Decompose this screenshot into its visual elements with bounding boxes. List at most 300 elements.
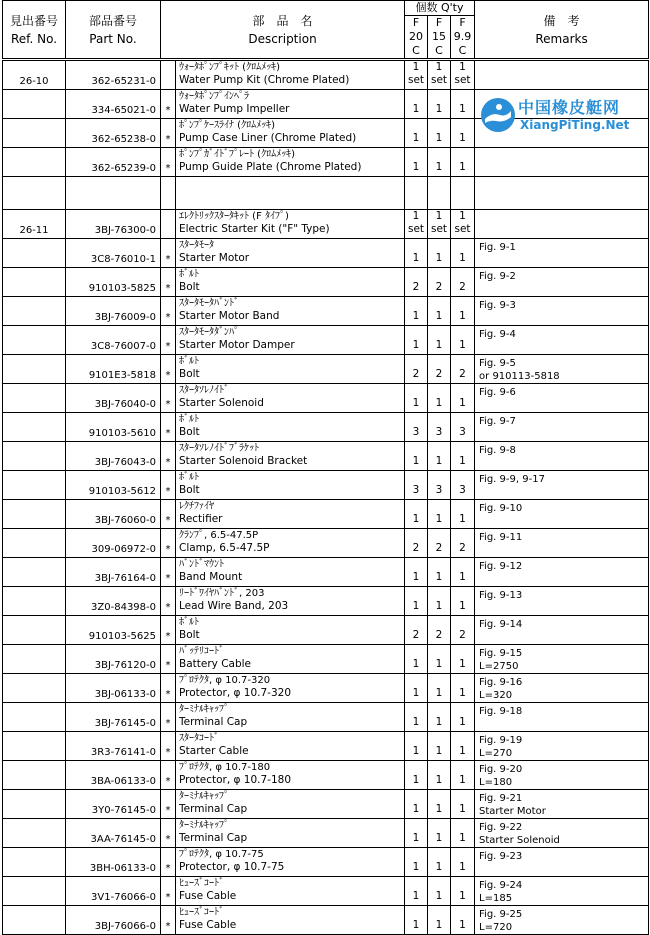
- description-jp: ｸﾗﾝﾌﾟ, 6.5-47.5P: [179, 530, 259, 541]
- table-row: [3, 148, 649, 177]
- qty-cell: 2: [451, 268, 475, 297]
- description-cell: [176, 819, 405, 848]
- qty-cell: 1 set: [451, 60, 475, 90]
- qty-cell: 1 set: [405, 210, 428, 239]
- part-no-cell: 910103-5612: [66, 471, 161, 500]
- remarks-cell: Fig. 9-6: [475, 384, 649, 413]
- qty-cell: 1: [405, 148, 428, 177]
- description-en: Protector, φ 10.7-180: [179, 774, 292, 786]
- table-row: [3, 326, 649, 355]
- ref-no-cell: [3, 239, 66, 268]
- ref-no-cell: [3, 471, 66, 500]
- part-no-cell: 3BH-06133-0: [66, 848, 161, 877]
- table-row: [3, 177, 649, 210]
- qty-cell: 1: [428, 703, 451, 732]
- supply-mark: *: [161, 148, 176, 177]
- table-row: [3, 790, 649, 819]
- description-cell: [176, 119, 405, 148]
- description-cell: [176, 297, 405, 326]
- ref-no-cell: [3, 616, 66, 645]
- remarks-cell: Fig. 9-15 L=2750: [475, 645, 649, 674]
- part-no-cell: 3R3-76141-0: [66, 732, 161, 761]
- part-no-cell: 3Y0-76145-0: [66, 790, 161, 819]
- description-header: 部 品 名 Description: [161, 1, 405, 60]
- description-en: Bolt: [179, 426, 200, 438]
- supply-mark: *: [161, 471, 176, 500]
- supply-mark: *: [161, 500, 176, 529]
- qty-cell: 1: [405, 761, 428, 790]
- description-cell: [176, 148, 405, 177]
- description-cell: [176, 732, 405, 761]
- description-cell: [176, 471, 405, 500]
- supply-mark: *: [161, 297, 176, 326]
- ref-no-cell: [3, 819, 66, 848]
- description-en: Bolt: [179, 368, 200, 380]
- qty-cell: 1: [405, 877, 428, 906]
- qty-cell: 1 set: [428, 60, 451, 90]
- description-cell: [176, 60, 405, 90]
- qty-cell: 1: [428, 442, 451, 471]
- qty-cell: 1: [428, 90, 451, 119]
- qty-cell: 1: [405, 119, 428, 148]
- supply-mark: *: [161, 558, 176, 587]
- qty-cell: 1: [451, 732, 475, 761]
- remarks-cell: Fig. 9-18: [475, 703, 649, 732]
- qty-cell: 1: [405, 384, 428, 413]
- qty-cell: 1: [405, 906, 428, 935]
- qty-cell: 1: [451, 500, 475, 529]
- qty-cell: 1: [451, 90, 475, 119]
- ref-no-cell: [3, 148, 66, 177]
- ref-no-cell: [3, 761, 66, 790]
- qty-cell: 1: [428, 239, 451, 268]
- part-no-cell: 3BJ-06133-0: [66, 674, 161, 703]
- parts-table: [2, 0, 649, 935]
- qty-cell: 2: [405, 355, 428, 384]
- description-cell: [176, 442, 405, 471]
- supply-mark: *: [161, 674, 176, 703]
- qty-cell: 2: [405, 268, 428, 297]
- ref-no-cell: [3, 529, 66, 558]
- description-cell: [176, 848, 405, 877]
- ref-no-cell: [3, 90, 66, 119]
- qty-cell: 1: [405, 819, 428, 848]
- ref-no-cell: [3, 587, 66, 616]
- ref-no-cell: [3, 442, 66, 471]
- part-no-cell: 3AA-76145-0: [66, 819, 161, 848]
- description-en: Starter Solenoid Bracket: [179, 455, 308, 467]
- description-jp: ﾀｰﾐﾅﾙｷｬｯﾌﾟ: [179, 704, 229, 715]
- part-no-cell: 3BJ-76060-0: [66, 500, 161, 529]
- table-row: [3, 877, 649, 906]
- description-en: Pump Case Liner (Chrome Plated): [179, 132, 357, 144]
- part-no-cell: 362-65239-0: [66, 148, 161, 177]
- part-no-cell: 9101E3-5818: [66, 355, 161, 384]
- remarks-cell: Fig. 9-8: [475, 442, 649, 471]
- description-en: Terminal Cap: [179, 832, 248, 844]
- jetski-icon: [478, 95, 518, 135]
- ref-no-cell: [3, 297, 66, 326]
- qty-cell: 1: [428, 500, 451, 529]
- qty-cell: 1: [451, 442, 475, 471]
- ref-no-cell: [3, 355, 66, 384]
- description-en: Starter Solenoid: [179, 397, 264, 409]
- description-cell: [176, 645, 405, 674]
- description-en: Starter Motor Band: [179, 310, 280, 322]
- qty-cell: 1: [405, 674, 428, 703]
- description-en: Starter Motor: [179, 252, 250, 264]
- table-row: [3, 500, 649, 529]
- description-jp: ﾘｰﾄﾞﾜｲﾔﾊﾞﾝﾄﾞ, 203: [179, 588, 265, 599]
- description-cell: [176, 500, 405, 529]
- qty-cell: 1: [428, 587, 451, 616]
- remarks-cell: Fig. 9-21 Starter Motor: [475, 790, 649, 819]
- table-row: [3, 297, 649, 326]
- description-cell: [176, 177, 405, 210]
- ref-no-cell: [3, 177, 66, 210]
- qty-cell: 1: [428, 819, 451, 848]
- qty-cell: 1: [451, 645, 475, 674]
- description-jp: ﾊﾞｯﾃﾘｺｰﾄﾞ: [179, 646, 224, 657]
- qty-cell: 1: [451, 674, 475, 703]
- description-jp: ｽﾀｰﾀﾓｰﾀﾀﾞﾝﾊﾟ: [179, 327, 239, 338]
- description-cell: [176, 790, 405, 819]
- supply-mark: *: [161, 645, 176, 674]
- part-no-cell: 362-65238-0: [66, 119, 161, 148]
- description-jp: ﾋｭｰｽﾞｺｰﾄﾞ: [179, 878, 224, 889]
- description-cell: [176, 703, 405, 732]
- qty-header: 個数 Q'ty: [405, 1, 475, 16]
- supply-mark: *: [161, 587, 176, 616]
- qty-cell: 1: [451, 703, 475, 732]
- remarks-cell: Fig. 9-2: [475, 268, 649, 297]
- description-cell: [176, 268, 405, 297]
- description-en: Clamp, 6.5-47.5P: [179, 542, 270, 554]
- description-en: Band Mount: [179, 571, 243, 583]
- description-jp: ﾀｰﾐﾅﾙｷｬｯﾌﾟ: [179, 791, 229, 802]
- description-jp: ﾚｸﾁﾌｧｲﾔ: [179, 501, 214, 512]
- ref-no-cell: [3, 326, 66, 355]
- qty-cell: 3: [451, 413, 475, 442]
- qty-cell: 1: [405, 326, 428, 355]
- part-no-cell: 3BA-06133-0: [66, 761, 161, 790]
- qty-cell: 1: [405, 558, 428, 587]
- remarks-cell: Fig. 9-22 Starter Solenoid: [475, 819, 649, 848]
- remarks-cell: Fig. 9-19 L=270: [475, 732, 649, 761]
- supply-mark: [161, 177, 176, 210]
- qty-cell: 1: [428, 848, 451, 877]
- qty-cell: 1: [451, 848, 475, 877]
- description-jp: ﾎﾟﾝﾌﾟｶﾞｲﾄﾞﾌﾟﾚｰﾄ (ｸﾛﾑﾒｯｷ): [179, 149, 295, 160]
- qty-cell: 1 set: [451, 210, 475, 239]
- remarks-cell: Fig. 9-3: [475, 297, 649, 326]
- qty-cell: 1: [405, 500, 428, 529]
- table-row: [3, 587, 649, 616]
- qty-cell: 1: [451, 877, 475, 906]
- description-en: Fuse Cable: [179, 890, 237, 902]
- watermark-cn-text: 中国橡皮艇网: [518, 98, 621, 117]
- supply-mark: *: [161, 326, 176, 355]
- qty-cell: 2: [428, 616, 451, 645]
- table-row: [3, 732, 649, 761]
- ref-no-cell: [3, 558, 66, 587]
- qty-cell: 1: [405, 90, 428, 119]
- table-row: [3, 645, 649, 674]
- table-row: [3, 413, 649, 442]
- remarks-cell: [475, 60, 649, 90]
- part-no-cell: 309-06972-0: [66, 529, 161, 558]
- description-en: Battery Cable: [179, 658, 252, 670]
- part-no-cell: [66, 177, 161, 210]
- table-row: [3, 60, 649, 90]
- model-f99c-header: F 9.9 C: [451, 16, 475, 60]
- qty-cell: [428, 177, 451, 210]
- qty-cell: 1: [451, 384, 475, 413]
- supply-mark: *: [161, 413, 176, 442]
- description-jp: ﾌﾟﾛﾃｸﾀ, φ 10.7-75: [179, 849, 264, 860]
- remarks-cell: [475, 148, 649, 177]
- remarks-cell: [475, 177, 649, 210]
- description-jp: ｽﾀｰﾀｺｰﾄﾞ: [179, 733, 219, 744]
- part-no-cell: 3BJ-76120-0: [66, 645, 161, 674]
- table-row: [3, 471, 649, 500]
- qty-cell: 2: [405, 616, 428, 645]
- ref-no-cell: [3, 848, 66, 877]
- remarks-cell: Fig. 9-4: [475, 326, 649, 355]
- remarks-header: 備 考 Remarks: [475, 1, 649, 60]
- supply-mark: [161, 60, 176, 90]
- description-jp: ﾎﾞﾙﾄ: [179, 269, 199, 280]
- qty-cell: 1: [405, 732, 428, 761]
- description-cell: [176, 877, 405, 906]
- qty-cell: 1: [451, 761, 475, 790]
- description-jp: ﾌﾟﾛﾃｸﾀ, φ 10.7-320: [179, 675, 271, 686]
- description-en: Electric Starter Kit ("F" Type): [179, 223, 330, 235]
- description-cell: [176, 587, 405, 616]
- description-en: Protector, φ 10.7-75: [179, 861, 285, 873]
- ref-no-header: 見出番号 Ref. No.: [3, 1, 66, 60]
- qty-cell: 1: [451, 906, 475, 935]
- qty-cell: 1: [428, 384, 451, 413]
- description-cell: [176, 558, 405, 587]
- part-no-cell: 3V1-76066-0: [66, 877, 161, 906]
- remarks-cell: Fig. 9-5 or 910113-5818: [475, 355, 649, 384]
- qty-cell: 3: [405, 413, 428, 442]
- description-cell: [176, 616, 405, 645]
- description-jp: ｳｫｰﾀﾎﾟﾝﾌﾟｲﾝﾍﾟﾗ: [179, 91, 249, 102]
- table-row: [3, 906, 649, 935]
- table-row: [3, 558, 649, 587]
- qty-cell: 1: [405, 297, 428, 326]
- qty-cell: 1: [428, 645, 451, 674]
- qty-cell: 2: [451, 355, 475, 384]
- description-en: Lead Wire Band, 203: [179, 600, 289, 612]
- part-no-cell: 910103-5825: [66, 268, 161, 297]
- description-en: Water Pump Kit (Chrome Plated): [179, 74, 350, 86]
- qty-cell: 1: [428, 119, 451, 148]
- description-jp: ｴﾚｸﾄﾘｯｸｽﾀｰﾀｷｯﾄ (F ﾀｲﾌﾟ): [179, 211, 289, 222]
- supply-mark: *: [161, 616, 176, 645]
- qty-cell: 2: [428, 529, 451, 558]
- remarks-cell: Fig. 9-10: [475, 500, 649, 529]
- qty-cell: 2: [428, 355, 451, 384]
- supply-mark: *: [161, 268, 176, 297]
- supply-mark: *: [161, 442, 176, 471]
- remarks-cell: Fig. 9-20 L=180: [475, 761, 649, 790]
- part-no-cell: 3BJ-76066-0: [66, 906, 161, 935]
- qty-cell: 1: [405, 442, 428, 471]
- remarks-cell: Fig. 9-12: [475, 558, 649, 587]
- qty-cell: 1: [451, 790, 475, 819]
- supply-mark: *: [161, 790, 176, 819]
- ref-no-cell: [3, 703, 66, 732]
- qty-cell: 1: [428, 761, 451, 790]
- supply-mark: [161, 210, 176, 239]
- description-jp: ﾎﾞﾙﾄ: [179, 414, 199, 425]
- ref-no-cell: [3, 732, 66, 761]
- supply-mark: *: [161, 761, 176, 790]
- table-row: [3, 239, 649, 268]
- part-no-cell: 3BJ-76164-0: [66, 558, 161, 587]
- ref-no-cell: [3, 268, 66, 297]
- ref-no-cell: [3, 906, 66, 935]
- qty-cell: 1: [405, 790, 428, 819]
- qty-cell: 1: [405, 239, 428, 268]
- qty-cell: 3: [428, 471, 451, 500]
- table-header: [3, 1, 649, 60]
- qty-cell: 1: [428, 732, 451, 761]
- qty-cell: 1: [428, 558, 451, 587]
- table-row: [3, 848, 649, 877]
- ref-no-cell: [3, 674, 66, 703]
- supply-mark: *: [161, 848, 176, 877]
- part-no-cell: 910103-5625: [66, 616, 161, 645]
- supply-mark: *: [161, 877, 176, 906]
- qty-cell: 1: [428, 877, 451, 906]
- description-en: Terminal Cap: [179, 716, 248, 728]
- part-no-cell: 910103-5610: [66, 413, 161, 442]
- description-en: Bolt: [179, 629, 200, 641]
- supply-mark: *: [161, 819, 176, 848]
- qty-cell: 1: [451, 148, 475, 177]
- qty-cell: 1: [428, 674, 451, 703]
- table-row: [3, 819, 649, 848]
- qty-cell: 2: [405, 529, 428, 558]
- description-jp: ｽﾀｰﾀﾓｰﾀ: [179, 240, 214, 251]
- supply-mark: *: [161, 906, 176, 935]
- part-no-cell: 3BJ-76145-0: [66, 703, 161, 732]
- description-cell: [176, 906, 405, 935]
- table-row: [3, 210, 649, 239]
- table-row: [3, 674, 649, 703]
- supply-mark: *: [161, 119, 176, 148]
- description-jp: ﾎﾞﾙﾄ: [179, 472, 199, 483]
- part-no-cell: 362-65231-0: [66, 60, 161, 90]
- table-row: [3, 616, 649, 645]
- table-row: [3, 703, 649, 732]
- supply-mark: *: [161, 384, 176, 413]
- table-row: [3, 761, 649, 790]
- description-jp: ｽﾀｰﾀﾓｰﾀﾊﾞﾝﾄﾞ: [179, 298, 239, 309]
- description-cell: [176, 239, 405, 268]
- table-row: [3, 529, 649, 558]
- description-jp: ｽﾀｰﾀｿﾚﾉｲﾄﾞ: [179, 385, 229, 396]
- remarks-cell: Fig. 9-9, 9-17: [475, 471, 649, 500]
- qty-cell: 3: [405, 471, 428, 500]
- description-jp: ﾎﾞﾙﾄ: [179, 356, 199, 367]
- description-cell: [176, 384, 405, 413]
- table-row: [3, 268, 649, 297]
- qty-cell: 2: [451, 616, 475, 645]
- part-no-cell: 3C8-76007-0: [66, 326, 161, 355]
- ref-no-cell: [3, 645, 66, 674]
- description-en: Bolt: [179, 281, 200, 293]
- qty-cell: 1: [451, 819, 475, 848]
- model-f15c-header: F 15 C: [428, 16, 451, 60]
- description-en: Bolt: [179, 484, 200, 496]
- remarks-cell: [475, 210, 649, 239]
- part-no-cell: 334-65021-0: [66, 90, 161, 119]
- description-cell: [176, 210, 405, 239]
- qty-cell: 1: [451, 326, 475, 355]
- part-no-cell: 3Z0-84398-0: [66, 587, 161, 616]
- qty-cell: 1 set: [428, 210, 451, 239]
- remarks-cell: Fig. 9-1: [475, 239, 649, 268]
- qty-cell: 2: [451, 529, 475, 558]
- ref-no-cell: [3, 877, 66, 906]
- remarks-cell: Fig. 9-16 L=320: [475, 674, 649, 703]
- description-en: Protector, φ 10.7-320: [179, 687, 292, 699]
- remarks-cell: Fig. 9-13: [475, 587, 649, 616]
- part-no-cell: 3C8-76010-1: [66, 239, 161, 268]
- qty-cell: 1: [428, 790, 451, 819]
- part-no-cell: 3BJ-76009-0: [66, 297, 161, 326]
- table-row: [3, 384, 649, 413]
- description-jp: ﾊﾞﾝﾄﾞﾏｳﾝﾄ: [179, 559, 224, 570]
- supply-mark: *: [161, 239, 176, 268]
- ref-no-cell: [3, 119, 66, 148]
- description-jp: ﾋｭｰｽﾞｺｰﾄﾞ: [179, 907, 224, 918]
- ref-no-cell: 26-10: [3, 60, 66, 90]
- qty-cell: 1: [428, 297, 451, 326]
- part-no-cell: 3BJ-76300-0: [66, 210, 161, 239]
- part-no-cell: 3BJ-76043-0: [66, 442, 161, 471]
- description-cell: [176, 674, 405, 703]
- qty-cell: 1: [451, 297, 475, 326]
- description-cell: [176, 90, 405, 119]
- qty-cell: 1: [451, 119, 475, 148]
- qty-cell: [451, 177, 475, 210]
- remarks-cell: Fig. 9-11: [475, 529, 649, 558]
- description-jp: ｳｫｰﾀﾎﾟﾝﾌﾟｷｯﾄ (ｸﾛﾑﾒｯｷ): [179, 62, 280, 73]
- ref-no-cell: 26-11: [3, 210, 66, 239]
- description-en: Terminal Cap: [179, 803, 248, 815]
- description-jp: ﾎﾟﾝﾌﾟｹｰｽﾗｲﾅ (ｸﾛﾑﾒｯｷ): [179, 120, 275, 131]
- description-en: Rectifier: [179, 513, 223, 525]
- qty-cell: [405, 177, 428, 210]
- qty-cell: 1: [405, 645, 428, 674]
- model-f20c-header: F 20 C: [405, 16, 428, 60]
- watermark-logo: [478, 93, 648, 138]
- ref-no-cell: [3, 413, 66, 442]
- remarks-cell: Fig. 9-25 L=720: [475, 906, 649, 935]
- supply-mark: *: [161, 355, 176, 384]
- ref-no-cell: [3, 790, 66, 819]
- table-row: [3, 355, 649, 384]
- description-jp: ﾀｰﾐﾅﾙｷｬｯﾌﾟ: [179, 820, 229, 831]
- description-cell: [176, 761, 405, 790]
- qty-cell: 1: [428, 326, 451, 355]
